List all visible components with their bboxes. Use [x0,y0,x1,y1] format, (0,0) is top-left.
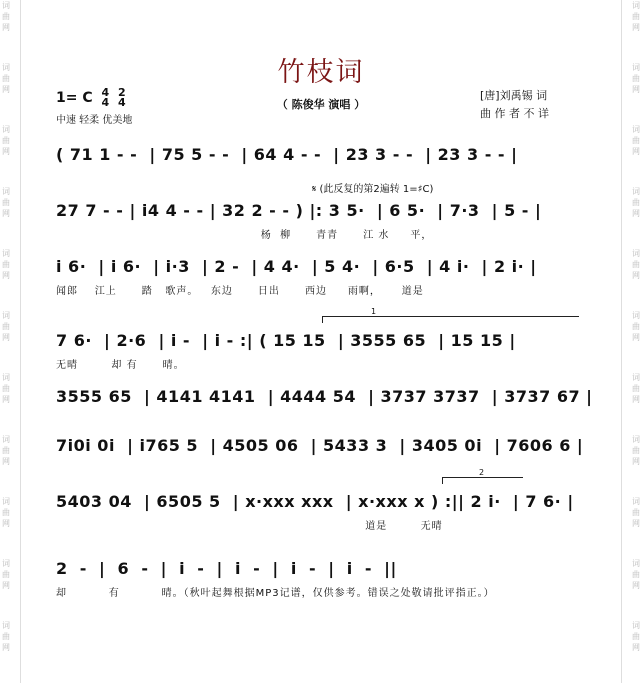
lyrics-line: 闻郎 江上 踏 歌声。 东边 日出 西边 雨啊， 道是 [56,286,424,297]
watermark-text: 词 曲 网 [2,311,10,342]
watermark-text: 词 曲 网 [2,559,10,590]
watermark-text: 词 曲 网 [2,125,10,156]
lyricist: [唐]刘禹锡 词 [480,89,548,102]
watermark-text: 词 曲 网 [632,249,640,280]
singer: （ 陈俊华 演唱 ） [276,98,366,111]
watermark-text: 词 曲 网 [2,621,10,652]
volta-number: 2 [479,468,485,477]
watermark-text: 词 曲 网 [632,311,640,342]
notation-line: 7i0i 0i | i765 5 | 4505 06 | 5433 3 | 3405 0i | 7606 6 | [56,436,584,455]
notation-line: i 6· | i 6· | i·3 | 2 - | 4 4· | 5 4· | 6·5 | 4 i· | 2 i· | [56,257,537,276]
watermark-text: 词 曲 网 [632,125,640,156]
key-text: 1= C [56,90,93,106]
watermark-text: 词 曲 网 [632,373,640,404]
watermark-text: 词 曲 网 [2,249,10,280]
watermark-text: 词 曲 网 [2,497,10,528]
song-title: 竹枝词 [277,57,365,88]
watermark-text: 词 曲 网 [632,435,640,466]
volta-number: 1 [371,307,377,316]
watermark-text: 词 曲 网 [632,187,640,218]
watermark-text: 词 曲 网 [2,373,10,404]
repeat-mark: 𝄋 (此反复的第2遍转 1=♯C) [312,184,434,195]
key-signature [56,88,126,108]
time-signature-1: 4 4 [101,86,110,109]
volta-bracket [442,468,523,484]
lyrics-line: 却 有 晴。（秋叶起舞根据MP3记谱，仅供参考。错误之处敬请批评指正。） [56,588,495,599]
notation-line: 7 6· | 2·6 | i - | i - :| ( 15 15 | 3555 65 | 15 15 | [56,331,516,350]
notation-line: 2 - | 6 - | i - | i - | i - | i - || [56,559,397,578]
watermark-text: 词 曲 网 [632,497,640,528]
watermark-text: 词 曲 网 [2,187,10,218]
notation-line: ( 71 1 - - | 75 5 - - | 64 4 - - | 23 3 - - | 23 3 - - | [56,145,518,164]
watermark-text: 词 曲 网 [2,1,10,32]
tempo-marking: 中速 轻柔 优美地 [56,115,133,126]
watermark-text: 词 曲 网 [632,559,640,590]
notation-line: 3555 65 | 4141 4141 | 4444 54 | 3737 3737 | 3737 67 | [56,387,593,406]
volta-bracket [322,307,579,323]
lyrics-line: 无晴 却 有 晴。 [56,360,185,371]
notation-line: 27 7 - - | i4 4 - - | 32 2 - - ) |: 3 5· | 6 5· | 7·3 | 5 - | [56,201,542,220]
lyrics-line: 杨 柳 青青 江 水 平， [56,230,433,241]
watermark-text: 词 曲 网 [632,621,640,652]
watermark-text: 词 曲 网 [2,63,10,94]
watermark-text: 词 曲 网 [632,63,640,94]
composer: 曲 作 者 不 详 [480,107,549,120]
credits [480,87,549,123]
watermark-text: 词 曲 网 [2,435,10,466]
notation-line: 5403 04 | 6505 5 | x·xxx xxx | x·xxx x ) :|| 2 i· | 7 6· | [56,492,574,511]
watermark-text: 词 曲 网 [632,1,640,32]
lyrics-line: 道是 无晴 [56,521,443,532]
time-signature-2: 2 4 [118,86,126,109]
